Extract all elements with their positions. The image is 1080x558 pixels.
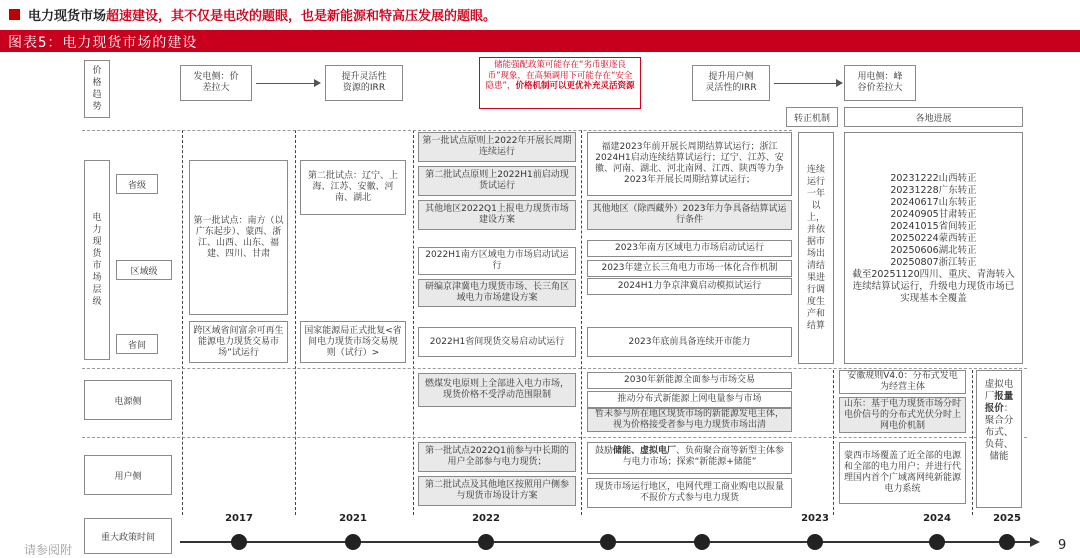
progress-item: 截至20251120四川、重庆、青海转入连续结算试运行，升级电力现货市场已实现基本全覆盖	[852, 269, 1015, 304]
headline-prefix: 电力现货市场	[28, 9, 107, 24]
timeline-year: 2021	[339, 513, 367, 524]
vpp-pre: 虚拟电厂	[984, 379, 1014, 402]
other-regions-2022: 其他地区2022Q1上报电力现货市场建设方案	[418, 200, 576, 230]
page-number: 9	[1058, 538, 1067, 553]
user-second-batch-2022: 第二批试点及其他地区按照用户侧参与现货市场设计方案	[418, 476, 576, 506]
distributed-2023: 推动分布式新能源上网电量参与市场	[587, 391, 792, 408]
headline-bold: 超速建设，其不仅是电改的题眼，也是新能源和特高压发展的题眼。	[106, 9, 497, 24]
note-red-1: 劣币驱逐良币	[487, 60, 626, 81]
hdivider-top	[82, 130, 792, 131]
user-encourage-post: 、负荷聚合商等新型主体参与电力市场；探索“新能源+储能”	[622, 446, 785, 467]
hdivider-mid	[82, 368, 1027, 369]
note-bold: 价格机制可以更优补充灵活资源	[515, 81, 635, 91]
second-batch-rule-2022: 第二批试点原则上2022H1前启动现货试运行	[418, 166, 576, 196]
timeline-dot-2024	[929, 534, 945, 550]
mengxi-coverage: 蒙西市场覆盖了近全部的电源和全部的电力用户；并进行代理国内首个广域离网纯新能源电力系统	[839, 442, 966, 504]
local-progress-box	[844, 132, 1023, 364]
timeline-arrow-icon	[1030, 537, 1040, 547]
arrow-gen-to-flex	[256, 83, 314, 84]
inter-province-trial-2022: 2022H1省间现货交易启动试运行	[418, 327, 576, 357]
jingjinji-sim-2024: 2024H1力争京津冀启动模拟试运行	[587, 278, 792, 295]
timeline-year: 2023	[801, 513, 829, 524]
progress-item: 20250224蒙西转正	[890, 233, 977, 244]
timeline-dot-2022c	[694, 534, 710, 550]
timeline-year: 2025	[993, 513, 1021, 524]
timeline-dot-2022b	[600, 534, 616, 550]
vpp-post: ：聚合分布式、负荷、储能	[984, 403, 1014, 462]
continuous-2023: 2023年底前具备连续开市能力	[587, 327, 792, 357]
timeline-dot-2017	[231, 534, 247, 550]
user-first-batch-2022: 第一批试点2022Q1前参与中长期的用户全部参与电力现货；	[418, 442, 576, 472]
divider-2023	[833, 370, 834, 515]
figure-title: 图表5：电力现货市场的建设	[8, 35, 198, 51]
note-plain-3: ”，	[502, 81, 516, 91]
jingjinji-2022: 研编京津冀电力现货市场、长三角区域电力市场建设方案	[418, 279, 576, 307]
user-unregistered-2023: 现货市场运行地区，电网代理工商业购电以报量不报价方式参与电力现货	[587, 478, 792, 508]
timeline-year: 2017	[225, 513, 253, 524]
new-energy-2030: 2030年新能源全面参与市场交易	[587, 372, 792, 389]
timeline-dot-2021	[345, 534, 361, 550]
timeline-year: 2022	[472, 513, 500, 524]
user-encourage-bold: 储能、虚拟电厂	[612, 446, 676, 456]
second-batch-pilots: 第二批试点：辽宁、上海、江苏、安徽、河南、湖北	[300, 160, 406, 215]
hdivider-lower	[82, 437, 1027, 438]
progress-item: 20250606湖北转正	[890, 245, 977, 256]
south-trial-2023: 2023年南方区域电力市场启动试运行	[587, 240, 792, 257]
local-progress-header: 各地进展	[844, 107, 1023, 127]
timeline-dot-2025	[999, 534, 1015, 550]
timeline-dot-2023	[807, 534, 823, 550]
footer-source: 请参阅附	[24, 543, 73, 557]
timeline-label: 重大政策时间	[84, 518, 172, 554]
timeline-dot-2022	[478, 534, 494, 550]
anhui-rule: 安徽规则V4.0：分布式发电为经营主体	[839, 370, 966, 394]
first-batch-rule-2022: 第一批试点原则上2022年开展长周期连续运行	[418, 132, 576, 162]
note-red-2: 安全隐患	[485, 70, 633, 91]
headline-bullet	[9, 9, 20, 20]
regional-level-label: 区域级	[116, 260, 172, 280]
shandong-rule: 山东：基于电力现货市场分时电价信号的分布式光伏分时上网电价机制	[839, 397, 966, 433]
progress-item: 20241015省间转正	[890, 221, 977, 232]
power-side-label: 电源侧	[84, 380, 172, 420]
energy-bureau-approval: 国家能源局正式批复<省间电力现货市场交易规则（试行）>	[300, 321, 406, 363]
first-batch-pilots: 第一批试点：南方（以广东起步）、蒙西、浙江、山西、山东、福建、四川、甘肃	[189, 160, 288, 315]
divider-2022b	[581, 130, 582, 515]
progress-item: 20231228广东转正	[890, 185, 977, 196]
divider-2024	[972, 370, 973, 515]
flex-irr-box: 提升灵活性 资源的IRR	[325, 65, 403, 101]
progress-item: 20240905甘肃转正	[890, 209, 977, 220]
south-regional-2022: 2022H1南方区域电力市场启动试运行	[418, 247, 576, 275]
storage-policy-note	[479, 57, 641, 109]
progress-item: 20250807浙江转正	[890, 257, 977, 268]
province-level-label: 省级	[116, 174, 158, 194]
divider-2017	[182, 130, 183, 515]
divider-2022	[413, 130, 414, 515]
vpp-2025	[976, 370, 1022, 508]
coal-power-2022: 燃煤发电原则上全部进入电力市场，现货价格不受浮动范围限制	[418, 373, 576, 407]
vpp-bold: 报量报价	[984, 391, 1014, 414]
user-side-label: 用户侧	[84, 455, 172, 495]
divider-2021	[295, 130, 296, 515]
timeline-year: 2024	[923, 513, 951, 524]
inter-province-label: 省间	[116, 334, 158, 354]
formal-mechanism-box: 连续运行一年以上，并依据市场出清结果进行调度生产和结算	[798, 132, 834, 364]
user-side-box: 用电侧：峰 谷价差拉大	[844, 65, 916, 101]
note-plain-1: 储能强配政策可能存在“	[494, 60, 584, 70]
progress-item: 20231222山西转正	[890, 173, 977, 184]
other-regions-2023: 其他地区（除西藏外）2023年力争具备结算试运行条件	[587, 200, 792, 230]
province-progress-2023: 福建2023年前开展长周期结算试运行；浙江2024H1启动连续结算试运行；辽宁、江苏、安徽、河南、湖北、河北南网、江西、陕西等力争2023年开展长周期结算试运行；	[587, 132, 792, 196]
user-encourage-2023	[587, 442, 792, 474]
non-participating-2023: 暂未参与所在地区现货市场的新能源发电主体，视为价格接受者参与电力现货市场出清	[587, 408, 792, 432]
user-irr-box: 提升用户侧 灵活性的IRR	[692, 65, 770, 101]
cross-region-trial: 跨区域省间富余可再生能源电力现货交易市场”试运行	[189, 321, 288, 363]
progress-item: 20240617山东转正	[890, 197, 977, 208]
headline	[28, 5, 496, 24]
market-level-label: 电 力 现 货 市 场 层 级	[84, 160, 110, 360]
price-trend-label: 价 格 趋 势	[84, 60, 110, 118]
formal-mechanism-header: 转正机制	[786, 107, 838, 127]
user-encourage-pre: 鼓励	[594, 446, 613, 456]
arrow-user-irr-to-side	[774, 83, 836, 84]
note-plain-2: ”现象，在高频调用下可能存在“	[496, 70, 616, 81]
yangtze-2023: 2023年建立长三角电力市场一体化合作机制	[587, 260, 792, 277]
gen-side-box: 发电侧：价 差拉大	[180, 65, 252, 101]
